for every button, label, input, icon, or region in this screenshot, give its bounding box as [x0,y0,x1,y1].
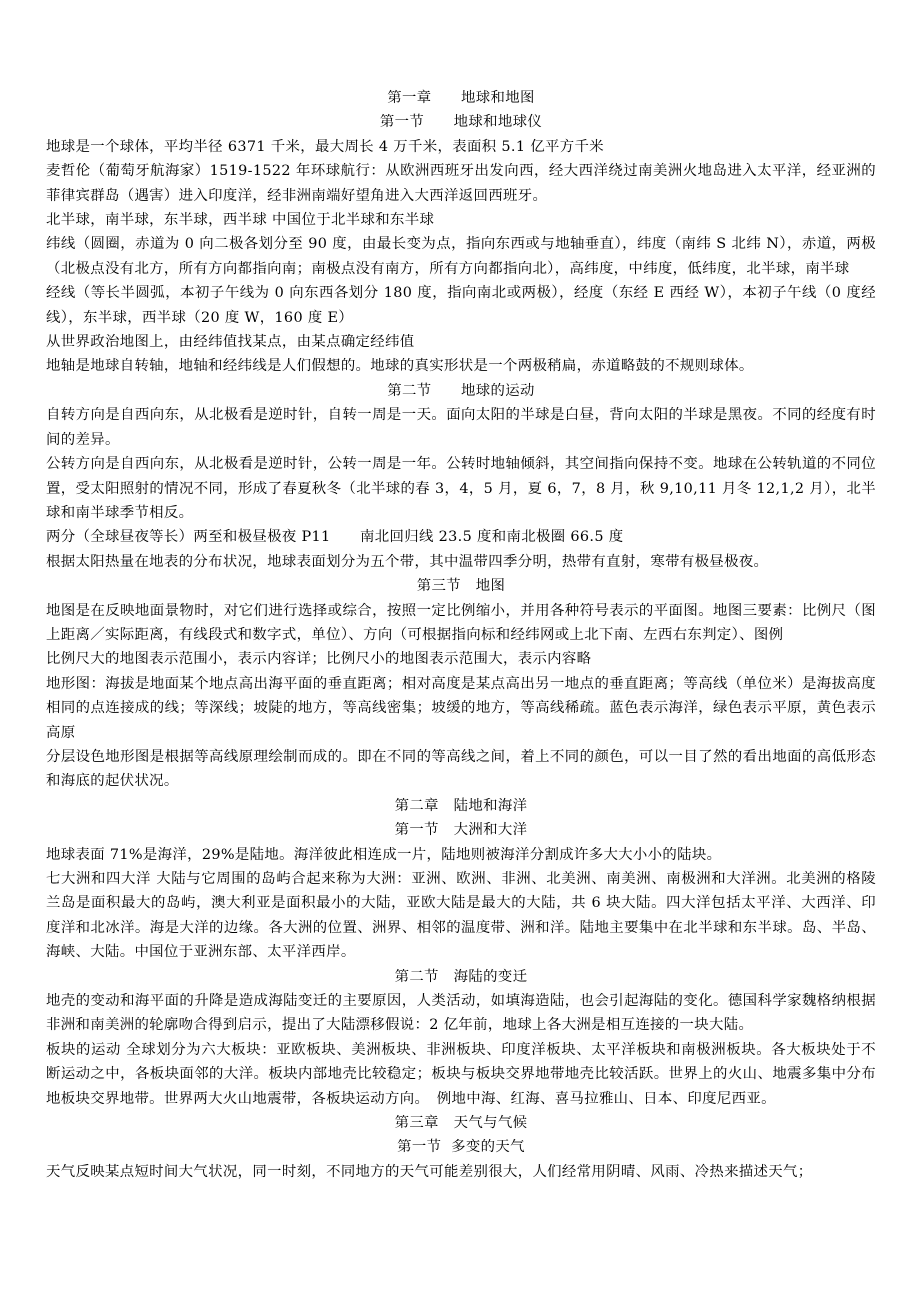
paragraph-rotation: 自转方向是自西向东，从北极看是逆时针，自转一周是一天。面向太阳的半球是白昼，背向太阳的半球是黑夜。不同的经度有时间的差异。 [46,407,876,448]
paragraph-revolution: 公转方向是自西向东，从北极看是逆时针，公转一周是一年。公转时地轴倾斜，其空间指向保持不变。地球在公转轨道的不同位置，受太阳照射的情况不同，形成了春夏秋冬（北半球的春 3，4，5 月，夏 6，7，8 月，秋 9,10,11 月冬 12,1,2 月），北半球和南半球季节相反。 [46,456,876,521]
section-3-1-title: 第一节 多变的天气 [397,1139,525,1156]
paragraph-earth-size: 地球是一个球体，平均半径 6371 千米，最大周长 4 万千米，表面积 5.1 亿平方千米 [46,138,604,155]
paragraph-plate-tectonics: 板块的运动 全球划分为六大板块：亚欧板块、美洲板块、非洲板块、印度洋板块、太平洋板块和南极洲板块。各大板块处于不断运动之中，各板块面邻的大洋。板块内部地壳比较稳定；板块与板块交界地带地壳比较活跃。世界上的火山、地震多集中分布地板块交界地带。世界两大火山地震带，各板块运动方向。 例地中海、红海、喜马拉雅山、日本、印度尼西亚。 [46,1041,876,1107]
chapter-1-title: 第一章 地球和地图 [387,90,535,106]
paragraph-hemispheres: 北半球，南半球，东半球，西半球 中国位于北半球和东半球 [46,212,435,229]
section-1-3-title: 第三节 地图 [416,578,506,595]
chapter-3-title: 第三章 天气与气候 [394,1115,528,1132]
paragraph-equinox: 两分（全球昼夜等长）两至和极昼极夜 P11 南北回归线 23.5 度和南北极圈 66.5 度 [46,529,624,546]
paragraph-heat-zones: 根据太阳热量在地表的分布状况，地球表面划分为五个带，其中温带四季分明，热带有直射，寒带有极昼极夜。 [46,553,769,570]
paragraph-topographic-map: 地形图：海拔是地面某个地点高出海平面的垂直距离；相对高度是某点高出另一地点的垂直距离；等高线（单位米）是海拔高度相同的点连接成的线；等深线；坡陡的地方，等高线密集；坡缓的地方，等高线稀疏。蓝色表示海洋，绿色表示平原，黄色表示高原 [46,675,876,741]
section-1-1-title: 第一节 地球和地球仪 [379,114,543,131]
section-2-1-title: 第一节 大洲和大洋 [394,822,528,839]
paragraph-magellan: 麦哲伦（葡萄牙航海家）1519-1522 年环球航行：从欧洲西班牙出发向西，经大西洋绕过南美洲火地岛进入太平洋，经亚洲的菲律宾群岛（遇害）进入印度洋，经非洲南端好望角进入大西洋返回西班牙。 [46,163,876,204]
paragraph-continents-oceans: 七大洲和四大洋 大陆与它周围的岛屿合起来称为大洲：亚洲、欧洲、非洲、北美洲、南美洲、南极洲和大洋洲。北美洲的格陵兰岛是面积最大的岛屿，澳大利亚是面积最小的大陆，亚欧大陆是最大的大陆，共 6 块大陆。四大洋包括太平洋、大西洋、印度洋和北冰洋。海是大洋的边缘。各大洲的位置、洲界、相邻的温度带、洲和洋。陆地主要集中在北半球和东半球。岛、半岛、海峡、大陆。中国位于亚洲东部、太平洋西岸。 [46,871,876,961]
paragraph-earth-axis: 地轴是地球自转轴，地轴和经纬线是人们假想的。地球的真实形状是一个两极稍扁，赤道略鼓的不规则球体。 [46,358,754,375]
paragraph-layered-color-map: 分层设色地形图是根据等高线原理绘制而成的。即在不同的等高线之间，着上不同的颜色，可以一目了然的看出地面的高低形态和海底的起伏状况。 [46,748,876,790]
section-2-2-title: 第二节 海陆的变迁 [394,968,528,985]
chapter-2-title: 第二章 陆地和海洋 [394,797,528,814]
paragraph-map-elements: 地图是在反映地面景物时，对它们进行选择或综合，按照一定比例缩小，并用各种符号表示的平面图。地图三要素：比例尺（图上距离／实际距离，有线段式和数字式，单位）、方向（可根据指向标和经纬网或上北下南、左西右东判定）、图例 [46,602,876,643]
section-1-2-title: 第二节 地球的运动 [387,382,535,399]
paragraph-land-ocean-ratio: 地球表面 71%是海洋，29%是陆地。海洋彼此相连成一片，陆地则被海洋分割成许多大大小小的陆块。 [46,846,722,863]
paragraph-weather: 天气反映某点短时间大气状况，同一时刻，不同地方的天气可能差别很大，人们经常用阴晴、风雨、冷热来描述天气； [46,1163,813,1180]
paragraph-continental-drift: 地壳的变动和海平面的升降是造成海陆变迁的主要原因，人类活动，如填海造陆，也会引起海陆的变化。德国科学家魏格纳根据非洲和南美洲的轮廓吻合得到启示，提出了大陆漂移假说：2 亿年前，地球上各大洲是相互连接的一块大陆。 [46,993,876,1034]
paragraph-scale: 比例尺大的地图表示范围小，表示内容详；比例尺小的地图表示范围大，表示内容略 [46,651,592,668]
paragraph-latitude: 纬线（圆圈，赤道为 0 向二极各划分至 90 度，由最长变为点，指向东西或与地轴垂直），纬度（南纬 S 北纬 N），赤道，两极（北极点没有北方，所有方向都指向南；南极点没有南方，所有方向都指向北），高纬度，中纬度，低纬度，北半球，南半球 [46,236,876,277]
paragraph-longitude: 经线（等长半圆弧，本初子午线为 0 向东西各划分 180 度，指向南北或两极），经度（东经 E 西经 W），本初子午线（0 度经线），东半球，西半球（20 度 W，160 度 E） [46,285,876,326]
paragraph-political-map: 从世界政治地图上，由经纬值找某点，由某点确定经纬值 [46,334,415,351]
